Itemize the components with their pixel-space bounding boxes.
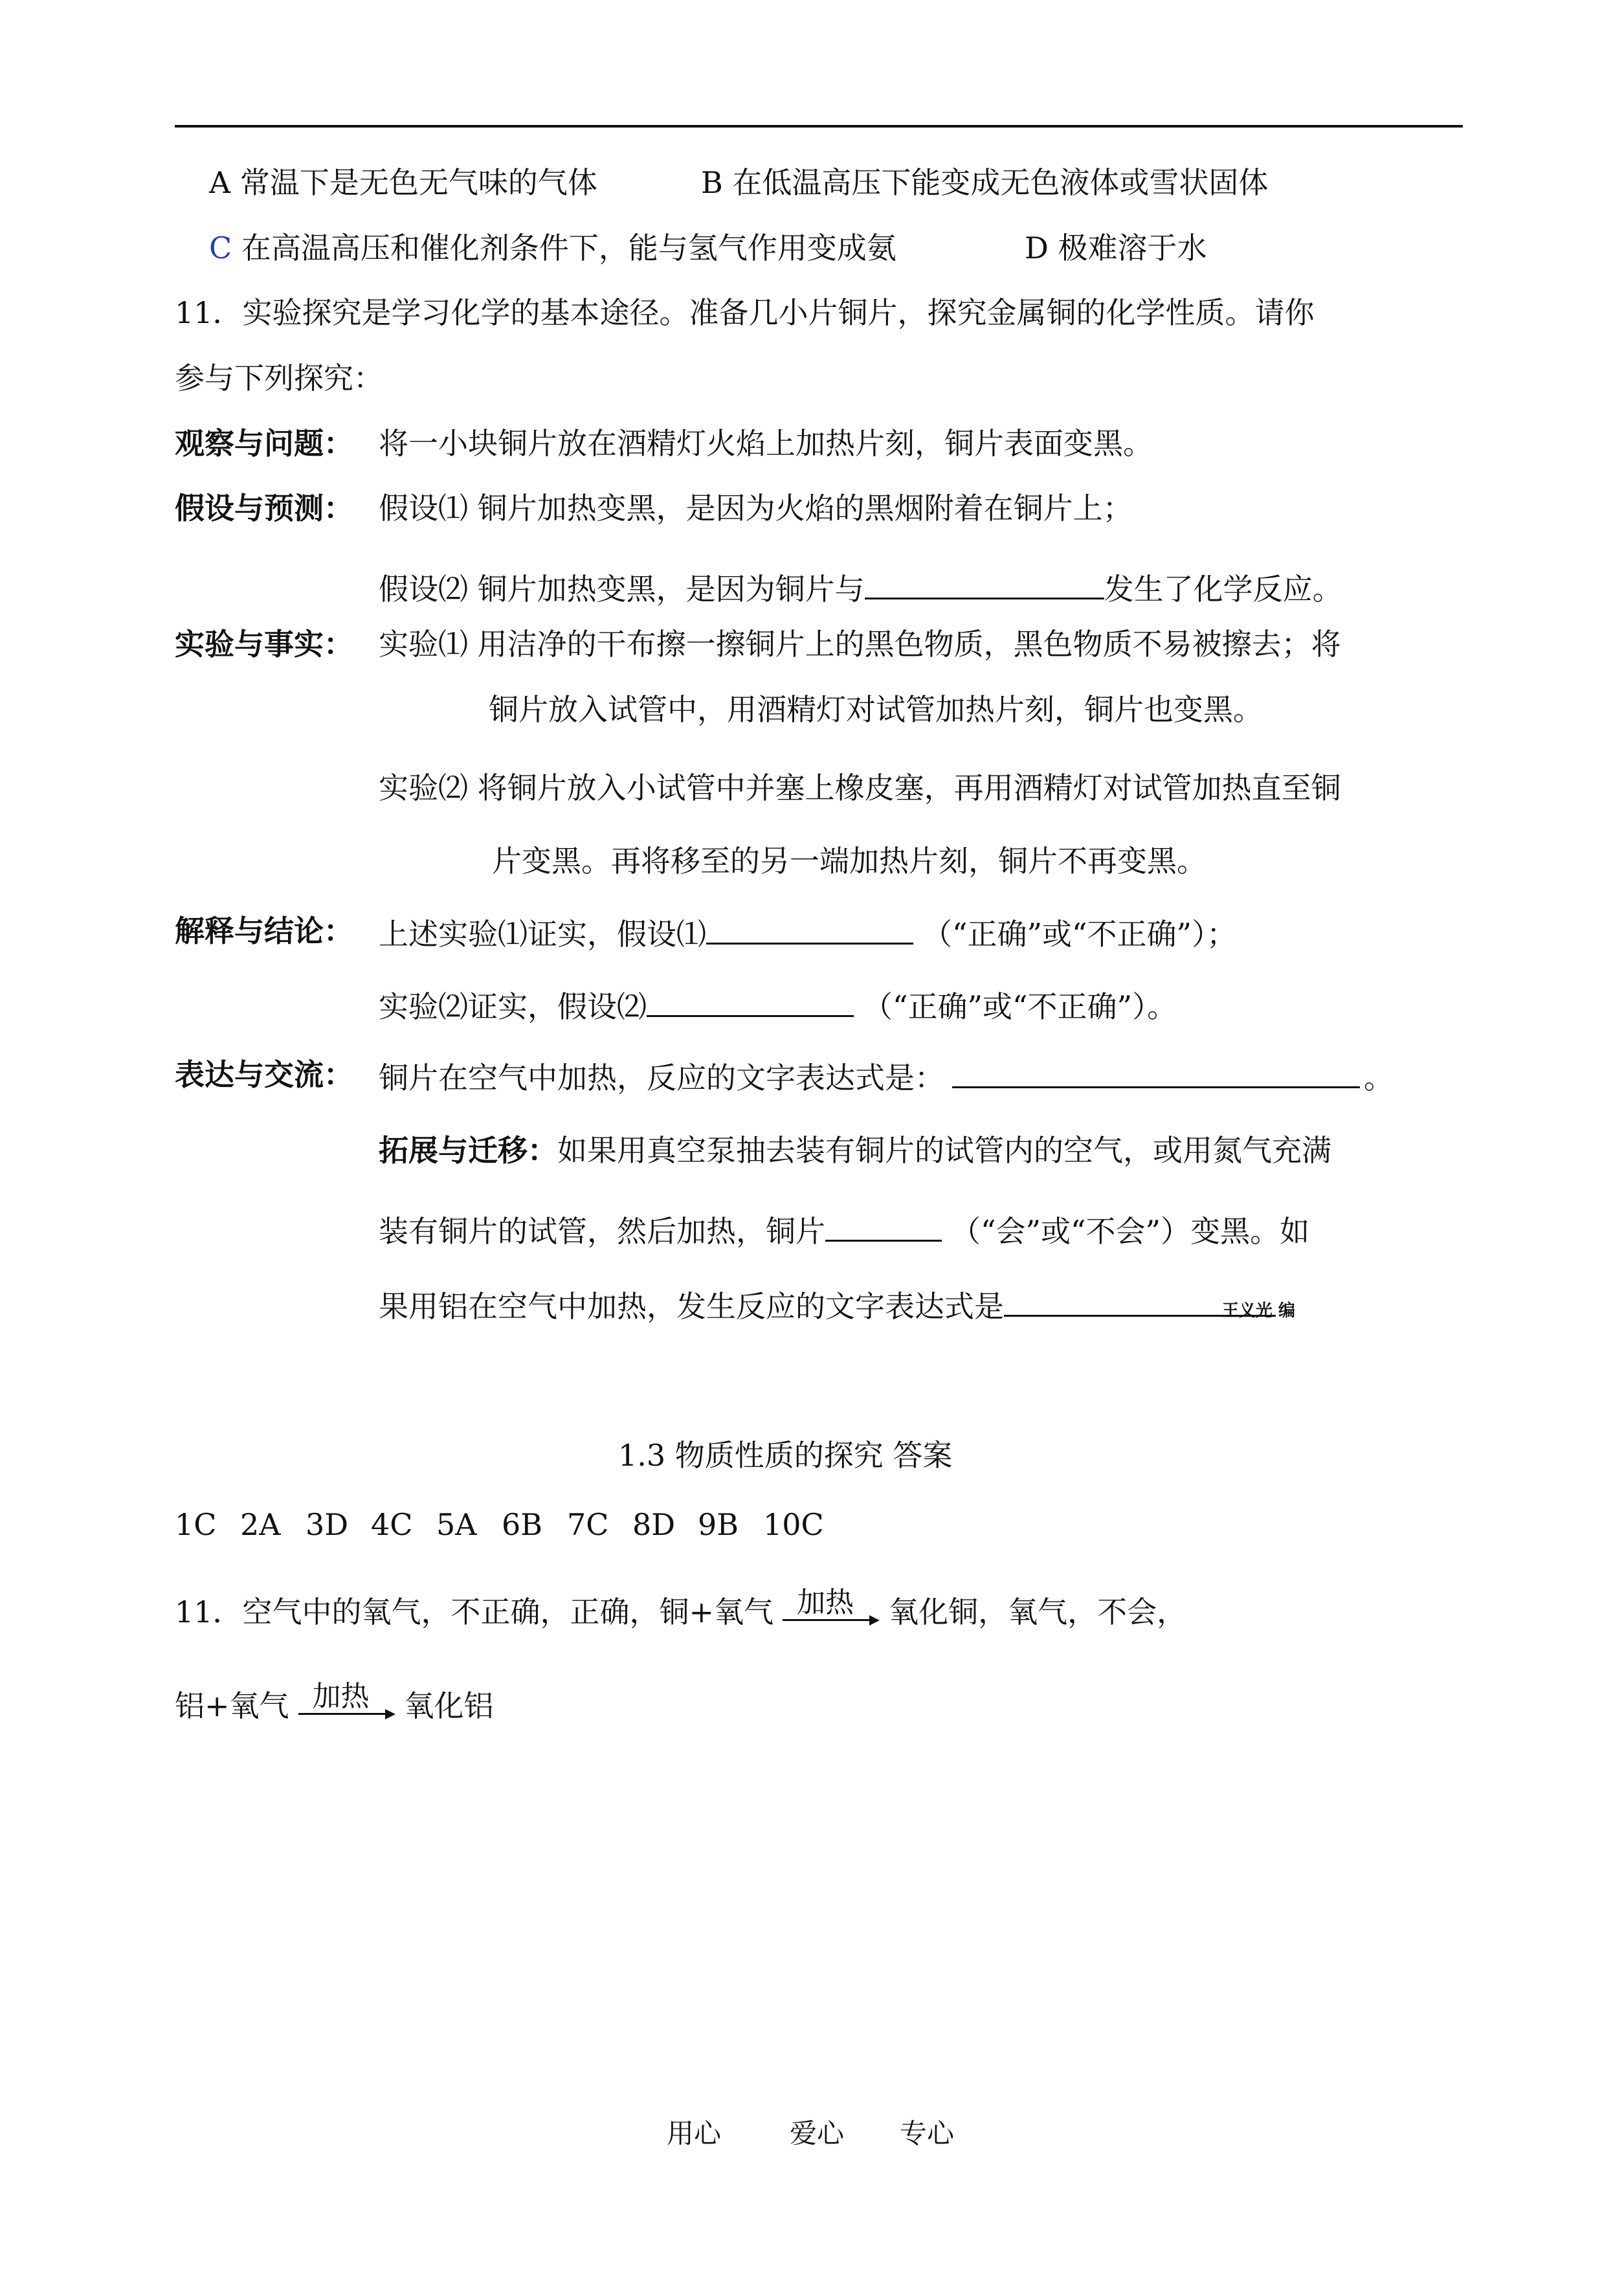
q11-intro-line2: 参与下列探究： [175,361,383,396]
answer-mc: 1C [175,1507,217,1542]
experiment-2-line2: 片变黑。再将移至的另一端加热片刻，铜片不再变黑。 [492,844,1207,878]
expression-label: 表达与交流： [175,1057,353,1092]
expression-blank[interactable] [952,1055,1360,1088]
answer-mc: 9B [698,1507,739,1542]
answer-11-post: 氧化铜，氧气，不会， [889,1594,1187,1629]
extension-line3-pre: 果用铝在空气中加热，发生反应的文字表达式是 [379,1289,1004,1324]
answer-mc: 4C [371,1507,413,1542]
conclusion-1 [379,912,1236,954]
arrow-head-icon [869,1615,880,1626]
heating-arrow [298,1680,395,1725]
extension-label: 拓展与迁移： [379,1133,557,1168]
author-credit: 王义光 编 [1221,1301,1295,1321]
option-b: B 在低温高压下能变成无色液体或雪状固体 [701,165,1269,200]
option-a: A 常温下是无色无气味的气体 [209,165,597,200]
answer-mc: 6B [502,1507,543,1542]
expression-pre: 铜片在空气中加热，反应的文字表达式是： [379,1060,944,1095]
conclusion-2-blank[interactable] [647,984,854,1017]
heating-arrow-label: 加热 [797,1586,854,1619]
extension-line2-pre: 装有铜片的试管，然后加热，铜片 [379,1214,825,1249]
conclusion-2-pre: 实验⑵证实，假设⑵ [379,989,647,1024]
footer-item: 用心 [667,2118,722,2149]
conclusion-1-pre: 上述实验⑴证实，假设⑴ [379,917,706,952]
option-c [209,229,896,267]
arrow-line [298,1713,386,1715]
footer-item: 专心 [900,2118,955,2149]
hypothesis-2-pre: 假设⑵ 铜片加热变黑，是因为铜片与 [379,572,865,607]
hypothesis-2-blank[interactable] [865,566,1104,599]
conclusion-2 [379,984,1177,1026]
answer-mc: 3D [306,1507,349,1542]
answer-11-line2 [175,1680,494,1725]
conclusion-label: 解释与结论： [175,913,353,948]
option-d: D 极难溶于水 [1025,230,1207,265]
answer-11-pre: 11．空气中的氧气，不正确，正确，铜+氧气 [175,1594,774,1629]
observe-text: 将一小块铜片放在酒精灯火焰上加热片刻，铜片表面变黑。 [379,426,1153,461]
hypothesis-2 [379,566,1342,609]
footer [667,2116,954,2152]
heating-arrow [783,1586,880,1631]
extension-line1 [379,1131,1331,1170]
answer-mc: 8D [632,1507,676,1542]
q11-intro-line1: 11．实验探究是学习化学的基本途径。准备几小片铜片，探究金属铜的化学性质。请你 [175,295,1315,330]
answers-mc-row [175,1505,829,1544]
extension-line2 [379,1209,1309,1251]
extension-line2-post: （“会”或“不会”）变黑。如 [951,1214,1310,1249]
answer-mc: 2A [240,1507,281,1542]
extension-line3-blank[interactable] [1004,1284,1295,1321]
experiment-label: 实验与事实： [175,627,353,662]
answer-11-line1 [175,1586,1187,1631]
arrow-head-icon [385,1709,395,1719]
expression-post: 。 [1364,1060,1394,1095]
answer-11-line2-pre: 铝+氧气 [175,1688,289,1723]
expression-text [379,1055,1394,1097]
conclusion-1-post: （“正确”或“不正确”）； [922,917,1237,952]
header-rule [175,125,1463,128]
observe-label: 观察与问题： [175,426,353,461]
heating-arrow-label: 加热 [312,1680,370,1713]
answer-mc: 5A [436,1507,477,1542]
experiment-1-line2: 铜片放入试管中，用酒精灯对试管加热片刻，铜片也变黑。 [489,692,1263,727]
option-c-text: 在高温高压和催化剂条件下，能与氢气作用变成氨 [232,230,896,265]
hypothesis-1: 假设⑴ 铜片加热变黑，是因为火焰的黑烟附着在铜片上； [379,491,1133,526]
extension-line3 [379,1284,1295,1326]
answer-mc: 10C [763,1507,824,1542]
experiment-1-line1: 实验⑴ 用洁净的干布擦一擦铜片上的黑色物质，黑色物质不易被擦去；将 [379,627,1341,662]
footer-item: 爱心 [790,2118,845,2149]
extension-line1-text: 如果用真空泵抽去装有铜片的试管内的空气，或用氮气充满 [557,1133,1331,1168]
extension-blank[interactable] [825,1209,942,1242]
conclusion-1-blank[interactable] [706,912,913,945]
answer-11-line2-post: 氧化铝 [404,1688,494,1723]
hypothesis-label: 假设与预测： [175,491,353,526]
option-c-letter: C [209,230,232,265]
conclusion-2-post: （“正确”或“不正确”）。 [863,989,1177,1024]
arrow-line [783,1619,871,1621]
hypothesis-2-post: 发生了化学反应。 [1104,572,1342,607]
experiment-2-line1: 实验⑵ 将铜片放入小试管中并塞上橡皮塞，再用酒精灯对试管加热直至铜 [379,770,1341,805]
answers-title: 1.3 物质性质的探究 答案 [618,1438,953,1473]
answer-mc: 7C [567,1507,609,1542]
